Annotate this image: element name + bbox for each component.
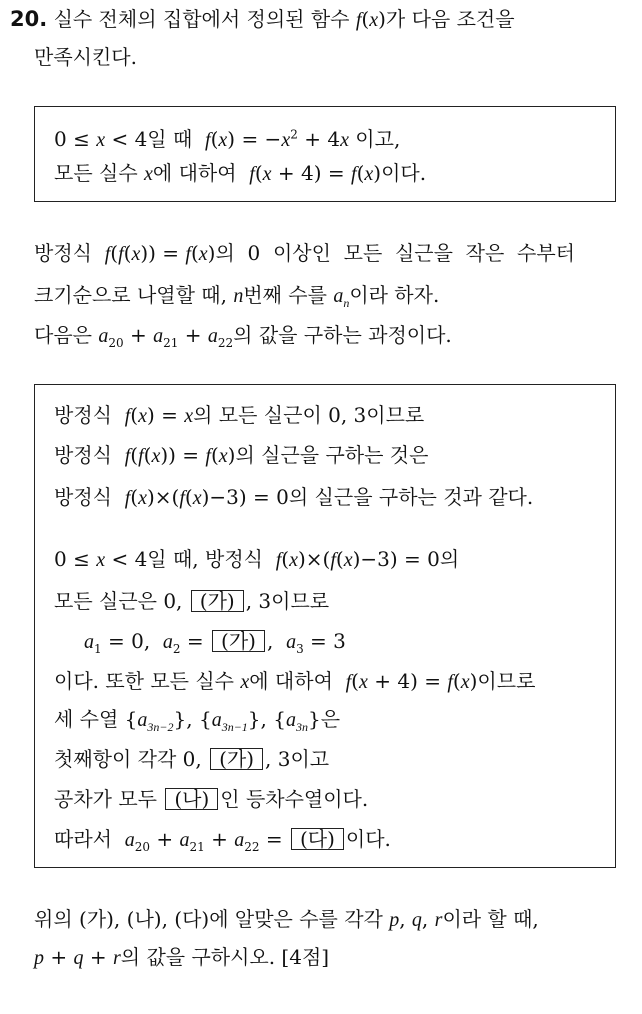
question-stem-text: 실수 전체의 집합에서 정의된 함수 f(x)가 다음 조건을 [53,7,515,31]
solution-line10: 공차가 모두 (나) 인 등차수열이다. [54,787,369,811]
blank-ga-box: (가) [212,630,265,652]
problem-line3: 다음은 $a_{20} + a_{21} + a_{22}$의 값을 구하는 과정이다. [34,323,452,350]
final-line2: p + q + r의 값을 구하시오. [4점] [34,945,330,969]
solution-line7: 이다. 또한 모든 실수 x에 대하여 f(x + 4) = f(x)이므로 [54,669,536,693]
solution-line8: 세 수열 $\{a_{3n-2}\}$, $\{a_{3n-1}\}$, $\{a_{3n}\}$은 [54,707,341,734]
solution-line1: 방정식 f(x) = x의 모든 실근이 0, 3이므로 [54,403,425,427]
solution-line6: $a_1 = 0$, $a_2$ = (가) , $a_3 = 3$ [84,629,346,656]
blank-ga-box: (가) [191,590,244,612]
blank-na-box: (나) [165,788,218,810]
solution-line4: 0 ≤ x < 4일 때, 방정식 f(x)×(f(x)−3) = 0의 [54,547,460,571]
solution-line9: 첫째항이 각각 0, (가) , 3이고 [54,747,330,771]
question-number: 20. [10,7,48,31]
final-line1: 위의 (가), (나), (다)에 알맞은 수를 각각 p, q, r이라 할 때, [34,907,539,931]
question-stem-line2: 만족시킨다. [34,45,137,69]
condition-line2: 모든 실수 x에 대하여 f(x + 4) = f(x)이다. [54,161,427,185]
condition-line1: 0 ≤ x < 4일 때 $f(x) = -x^2 + 4x$ 이고, [54,127,401,151]
blank-ga-box: (가) [210,748,263,770]
solution-line11: 따라서 $a_{20} + a_{21} + a_{22}$ = (다) 이다. [54,827,391,854]
solution-line5: 모든 실근은 0, (가) , 3이므로 [54,589,330,613]
problem-line2: 크기순으로 나열할 때, n번째 수를 $a_n$이라 하자. [34,283,440,310]
condition-box [34,106,616,202]
question-stem-line1 [10,6,515,33]
solution-line2: 방정식 f(f(x)) = f(x)의 실근을 구하는 것은 [54,443,429,467]
problem-line1: 방정식 f(f(x)) = f(x)의 0 이상인 모든 실근을 작은 수부터 [34,241,575,265]
blank-da-box: (다) [291,828,344,850]
solution-line3: 방정식 f(x)×(f(x)−3) = 0의 실근을 구하는 것과 같다. [54,485,534,509]
